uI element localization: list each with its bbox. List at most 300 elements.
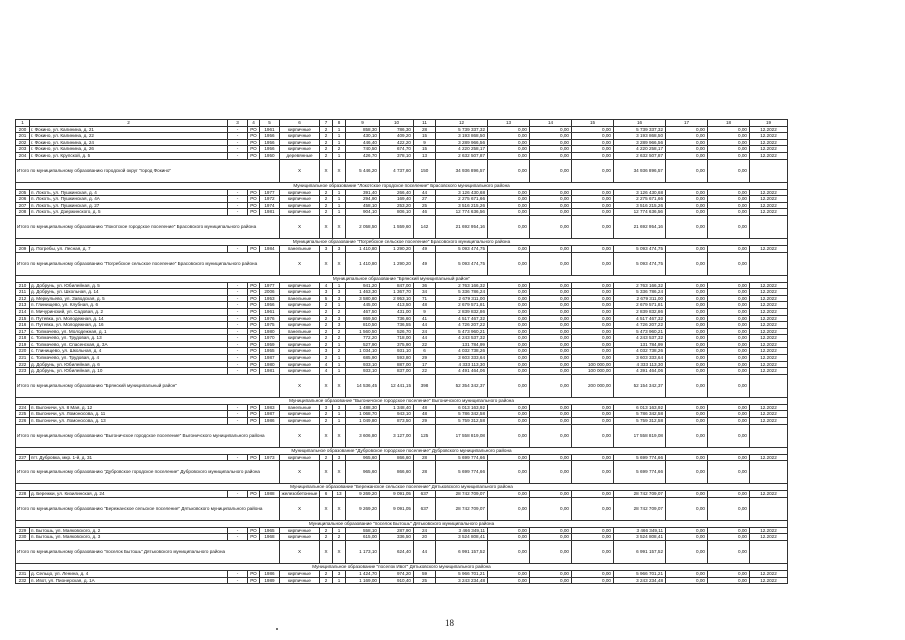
table-cell: - xyxy=(228,355,248,362)
table-row xyxy=(16,146,788,153)
table-cell: 0,00 xyxy=(572,146,614,153)
subtotal-cell: 0,00 xyxy=(708,252,750,275)
table-cell: 0,00 xyxy=(666,295,708,302)
table-cell: - xyxy=(228,282,248,289)
section-title: Муниципальное образование "поселок Бытошь" Дятьковского муниципального района xyxy=(16,520,788,527)
table-cell: 931,10 xyxy=(380,348,414,355)
table-cell: 0,00 xyxy=(708,571,750,578)
table-cell: 1956 xyxy=(260,146,280,153)
row-index-cell: 227 xyxy=(16,454,30,461)
table-cell: 0,00 xyxy=(572,322,614,329)
page-number: 18 xyxy=(445,618,454,628)
table-cell: 12.2022 xyxy=(750,196,788,203)
row-index-cell: 204 xyxy=(16,152,30,159)
table-cell: 0,00 xyxy=(488,404,530,411)
table-cell: РО xyxy=(248,361,260,368)
table-cell: 12.2022 xyxy=(750,348,788,355)
table-cell: РО xyxy=(248,534,260,541)
table-cell: 0,00 xyxy=(530,133,572,140)
table-cell: 5 473 960,21 xyxy=(436,328,488,335)
table-cell: 375,90 xyxy=(380,341,414,348)
subtotal-cell xyxy=(750,252,788,275)
table-cell: РО xyxy=(248,196,260,203)
table-cell: 0,00 xyxy=(572,308,614,315)
section-title: Муниципальное образование "Бережанское сельское поселение" Дятьковского муниципального района xyxy=(16,484,788,491)
table-cell: 1 xyxy=(333,418,346,425)
table-cell: 1961 xyxy=(260,126,280,133)
table-cell: 2 275 671,66 xyxy=(614,196,666,203)
subtotal-cell: 0,00 xyxy=(488,374,530,397)
table-cell: 12.2022 xyxy=(750,534,788,541)
table-cell: 0,00 xyxy=(530,355,572,362)
table-cell: 0,00 xyxy=(572,209,614,216)
subtotal-row xyxy=(16,159,788,182)
row-index-cell: 224 xyxy=(16,404,30,411)
table-cell: 25 xyxy=(414,577,436,584)
table-cell: кирпичные xyxy=(280,282,320,289)
table-cell: РО xyxy=(248,308,260,315)
table-cell: РО xyxy=(248,139,260,146)
table-cell: 786,30 xyxy=(380,126,414,133)
table-cell: 3 126 430,68 xyxy=(614,189,666,196)
table-cell: - xyxy=(228,491,248,498)
table-cell: 1973 xyxy=(260,454,280,461)
table-cell: 0,00 xyxy=(488,189,530,196)
table-cell: 941,20 xyxy=(346,282,380,289)
table-cell: 100 000,00 xyxy=(572,361,614,368)
table-cell: 0,00 xyxy=(572,418,614,425)
column-number-cell: 8 xyxy=(333,120,346,127)
register-sheet xyxy=(15,119,788,584)
section-header-row xyxy=(16,447,788,454)
table-cell: 0,00 xyxy=(666,282,708,289)
table-row xyxy=(16,302,788,309)
table-cell: РО xyxy=(248,368,260,375)
table-cell: 2 xyxy=(320,454,333,461)
address-cell: с. Толмачево, ул. Трудовая, д. 13 xyxy=(30,335,228,342)
row-index-cell: 223 xyxy=(16,368,30,375)
table-cell: 3 193 868,50 xyxy=(436,133,488,140)
subtotal-cell: 12 441,15 xyxy=(380,374,414,397)
address-cell: п. Путевка, ул. Молодежная, д. 16 xyxy=(30,322,228,329)
table-cell: 131 784,99 xyxy=(436,341,488,348)
table-cell: 736,55 xyxy=(380,322,414,329)
table-cell: 0,00 xyxy=(666,328,708,335)
table-cell: 0,00 xyxy=(708,152,750,159)
table-row xyxy=(16,209,788,216)
subtotal-cell: 0,00 xyxy=(666,374,708,397)
table-cell: 1972 xyxy=(260,196,280,203)
table-cell: - xyxy=(228,139,248,146)
table-cell: 0,00 xyxy=(572,315,614,322)
table-cell: 0,00 xyxy=(488,202,530,209)
table-cell: 0,00 xyxy=(708,308,750,315)
housing-register-table xyxy=(15,119,788,584)
subtotal-cell: 637 xyxy=(414,497,436,520)
table-cell: - xyxy=(228,289,248,296)
table-cell: - xyxy=(228,341,248,348)
row-index-cell: 205 xyxy=(16,189,30,196)
table-cell: 1968 xyxy=(260,534,280,541)
table-cell: 527,90 xyxy=(346,341,380,348)
table-cell: 0,00 xyxy=(572,355,614,362)
table-cell: 0,00 xyxy=(572,302,614,309)
subtotal-cell: 34 936 896,57 xyxy=(436,159,488,182)
table-cell: 5 336 786,24 xyxy=(614,289,666,296)
table-cell: 2 xyxy=(333,534,346,541)
table-cell: 1 034,10 xyxy=(346,348,380,355)
subtotal-cell: X xyxy=(320,497,333,520)
table-cell: 1983 xyxy=(260,404,280,411)
table-cell: 0,00 xyxy=(488,571,530,578)
subtotal-cell: X xyxy=(320,252,333,275)
table-cell: 0,00 xyxy=(708,202,750,209)
subtotal-cell: 0,00 xyxy=(530,541,572,564)
table-cell: 29 xyxy=(414,355,436,362)
table-cell: 1956 xyxy=(260,133,280,140)
table-row xyxy=(16,577,788,584)
table-cell: кирпичные xyxy=(280,341,320,348)
address-cell: д. Добрунь, ул. Юбилейная, д. 6 xyxy=(30,361,228,368)
section-header-row xyxy=(16,564,788,571)
subtotal-cell: X xyxy=(280,541,320,564)
table-cell: 0,00 xyxy=(708,196,750,203)
table-cell: панельные xyxy=(280,404,320,411)
table-cell: РО xyxy=(248,152,260,159)
table-cell: 0,00 xyxy=(488,418,530,425)
column-number-cell: 3 xyxy=(228,120,248,127)
table-cell: 0,00 xyxy=(666,527,708,534)
table-cell: 0,00 xyxy=(530,196,572,203)
table-cell: 131 784,99 xyxy=(614,341,666,348)
table-cell: - xyxy=(228,126,248,133)
table-cell: 6 013 163,92 xyxy=(614,404,666,411)
table-cell: 1 xyxy=(333,302,346,309)
address-cell: п. Бытошь, ул. Маяковского, д. 2 xyxy=(30,527,228,534)
table-cell: 0,00 xyxy=(666,404,708,411)
table-cell: 2 xyxy=(333,328,346,335)
subtotal-cell: 125 xyxy=(414,424,436,447)
table-row xyxy=(16,133,788,140)
table-cell: 2 xyxy=(320,571,333,578)
table-cell: кирпичные xyxy=(280,411,320,418)
table-cell: 0,00 xyxy=(488,308,530,315)
table-cell: 615,00 xyxy=(346,534,380,541)
table-cell: 2 xyxy=(320,126,333,133)
table-cell: панельные xyxy=(280,245,320,252)
table-cell: 3 289 966,56 xyxy=(436,139,488,146)
row-index-cell: 201 xyxy=(16,133,30,140)
table-cell: 0,00 xyxy=(488,454,530,461)
table-cell: 0,00 xyxy=(572,404,614,411)
subtotal-row xyxy=(16,541,788,564)
subtotal-cell: 0,00 xyxy=(708,461,750,484)
table-cell: 71 xyxy=(414,295,436,302)
table-cell: 1984 xyxy=(260,245,280,252)
table-cell: кирпичные xyxy=(280,418,320,425)
table-row xyxy=(16,411,788,418)
table-cell: 100 000,00 xyxy=(572,368,614,375)
table-cell: 1 xyxy=(333,139,346,146)
table-cell: 1 367,70 xyxy=(380,289,414,296)
table-cell: - xyxy=(228,146,248,153)
table-cell: 431,00 xyxy=(380,308,414,315)
table-cell: 0,00 xyxy=(666,322,708,329)
table-cell: 409,20 xyxy=(380,133,414,140)
table-cell: 4 333 113,30 xyxy=(436,361,488,368)
subtotal-label: Итого по муниципальному образованию "Погребское сельское поселение" Брасовского муниципального района xyxy=(16,252,280,275)
table-cell: 44 xyxy=(414,335,436,342)
subtotal-cell: 52 154 342,37 xyxy=(614,374,666,397)
table-cell: кирпичные xyxy=(280,189,320,196)
table-cell: 4 333 113,30 xyxy=(614,361,666,368)
row-index-cell: 206 xyxy=(16,196,30,203)
row-index-cell: 212 xyxy=(16,295,30,302)
table-cell: 1 xyxy=(333,126,346,133)
table-cell: 3 524 808,41 xyxy=(436,534,488,541)
table-cell: кирпичные xyxy=(280,315,320,322)
table-cell: 20 xyxy=(414,534,436,541)
table-cell: 0,00 xyxy=(666,335,708,342)
table-cell: 13 xyxy=(414,152,436,159)
table-cell: кирпичные xyxy=(280,209,320,216)
table-cell: 5 699 774,66 xyxy=(614,454,666,461)
table-cell: 1 xyxy=(333,196,346,203)
table-cell: 2 xyxy=(320,152,333,159)
table-cell: 1 xyxy=(333,577,346,584)
subtotal-row xyxy=(16,461,788,484)
table-cell: 772,20 xyxy=(346,335,380,342)
subtotal-cell: 0,00 xyxy=(488,159,530,182)
subtotal-cell: 0,00 xyxy=(530,424,572,447)
table-cell: 5 093 474,75 xyxy=(436,245,488,252)
table-cell: 12.2022 xyxy=(750,571,788,578)
table-cell: 0,00 xyxy=(488,577,530,584)
table-cell: 12.2022 xyxy=(750,577,788,584)
subtotal-cell: X xyxy=(333,424,346,447)
table-cell: 0,00 xyxy=(708,534,750,541)
table-cell: 17 xyxy=(414,361,436,368)
subtotal-cell: 6 991 157,52 xyxy=(614,541,666,564)
table-cell: 3 243 234,48 xyxy=(436,577,488,584)
table-cell: 0,00 xyxy=(708,335,750,342)
table-cell: 1 xyxy=(333,202,346,209)
address-cell: п. Локоть, ул. Пушкинская, д. 27 xyxy=(30,202,228,209)
column-number-cell: 12 xyxy=(436,120,488,127)
table-row xyxy=(16,308,788,315)
table-cell: 1987 xyxy=(260,355,280,362)
table-cell: 910,40 xyxy=(380,577,414,584)
table-cell: 4 726 207,22 xyxy=(614,322,666,329)
table-cell: 2 xyxy=(320,189,333,196)
table-cell: 837,00 xyxy=(380,368,414,375)
subtotal-cell: 0,00 xyxy=(572,497,614,520)
table-cell: 0,00 xyxy=(530,302,572,309)
table-cell: РО xyxy=(248,289,260,296)
table-row xyxy=(16,328,788,335)
table-cell: 0,00 xyxy=(708,289,750,296)
table-cell: 6 xyxy=(320,491,333,498)
table-cell: 858,30 xyxy=(346,126,380,133)
table-cell: 1 xyxy=(333,282,346,289)
table-cell: 0,00 xyxy=(708,368,750,375)
scan-speck xyxy=(276,628,278,630)
table-cell: 12.2022 xyxy=(750,361,788,368)
subtotal-cell: 0,00 xyxy=(488,215,530,238)
table-cell: 0,00 xyxy=(530,341,572,348)
table-cell: 0,00 xyxy=(708,361,750,368)
table-cell: - xyxy=(228,411,248,418)
table-row xyxy=(16,571,788,578)
section-header-row xyxy=(16,397,788,404)
subtotal-cell: 1 290,20 xyxy=(380,252,414,275)
subtotal-cell: X xyxy=(280,159,320,182)
table-cell: 49 xyxy=(414,245,436,252)
subtotal-cell: 0,00 xyxy=(708,374,750,397)
table-cell: 0,00 xyxy=(572,245,614,252)
table-cell: кирпичные xyxy=(280,289,320,296)
table-cell: 48 xyxy=(414,404,436,411)
subtotal-cell: 150 xyxy=(414,159,436,182)
table-cell: 0,00 xyxy=(708,454,750,461)
table-cell: 12.2022 xyxy=(750,295,788,302)
table-cell: панельные xyxy=(280,328,320,335)
table-cell: 59 xyxy=(414,571,436,578)
subtotal-cell: 34 936 896,57 xyxy=(614,159,666,182)
table-cell: - xyxy=(228,315,248,322)
table-cell: 0,00 xyxy=(666,196,708,203)
table-cell: 2 xyxy=(320,328,333,335)
table-cell: 0,00 xyxy=(530,152,572,159)
table-row xyxy=(16,315,788,322)
table-cell: - xyxy=(228,527,248,534)
table-cell: 0,00 xyxy=(488,368,530,375)
row-index-cell: 225 xyxy=(16,411,30,418)
address-cell: п. Выгоничи, ул. Ломоносова, д. 11 xyxy=(30,411,228,418)
subtotal-label: Итого по муниципальному образованию "поселок Бытошь" Дятьковского муниципального района xyxy=(16,541,280,564)
subtotal-cell: 0,00 xyxy=(572,215,614,238)
subtotal-row xyxy=(16,252,788,275)
subtotal-row xyxy=(16,215,788,238)
table-cell: 3 126 430,68 xyxy=(436,189,488,196)
subtotal-label: Итого по муниципальному образованию "Выгоничское городское поселение" Выгоничского муниципального района xyxy=(16,424,280,447)
table-cell: 12.2022 xyxy=(750,418,788,425)
address-cell: п. Глинищево, ул. Клубная, д. 6 xyxy=(30,302,228,309)
address-cell: г. Фокино, ул. Калинина, д. 21 xyxy=(30,126,228,133)
subtotal-cell: 142 xyxy=(414,215,436,238)
table-cell: 5 739 337,32 xyxy=(436,126,488,133)
table-cell: 5 759 312,58 xyxy=(614,418,666,425)
table-cell: 810,50 xyxy=(346,322,380,329)
table-cell: 0,00 xyxy=(572,152,614,159)
table-row xyxy=(16,404,788,411)
subtotal-cell: X xyxy=(333,497,346,520)
table-cell: РО xyxy=(248,411,260,418)
table-cell: 0,00 xyxy=(572,139,614,146)
table-cell: 3 xyxy=(320,348,333,355)
table-cell: 0,00 xyxy=(666,571,708,578)
table-cell: 0,00 xyxy=(666,341,708,348)
subtotal-cell: 6 991 157,52 xyxy=(436,541,488,564)
table-cell: 0,00 xyxy=(572,202,614,209)
table-cell: РО xyxy=(248,571,260,578)
table-cell: кирпичные xyxy=(280,355,320,362)
table-cell: 0,00 xyxy=(488,146,530,153)
table-cell: 12.2022 xyxy=(750,133,788,140)
table-cell: 0,00 xyxy=(530,454,572,461)
table-cell: 2 xyxy=(320,315,333,322)
table-row xyxy=(16,295,788,302)
table-cell: 0,00 xyxy=(708,322,750,329)
section-header-row xyxy=(16,484,788,491)
address-cell: г. Фокино, ул. Калинина, д. 22 xyxy=(30,133,228,140)
subtotal-cell: 21 692 954,16 xyxy=(436,215,488,238)
table-cell: 12.2022 xyxy=(750,189,788,196)
table-cell: 0,00 xyxy=(708,126,750,133)
subtotal-cell xyxy=(750,461,788,484)
address-cell: д. Сельцо, ул. Ленина, д. 4 xyxy=(30,571,228,578)
table-cell: 0,00 xyxy=(572,133,614,140)
table-cell: 0,00 xyxy=(530,189,572,196)
subtotal-cell: 0,00 xyxy=(572,159,614,182)
table-cell: 15 xyxy=(414,133,436,140)
table-cell: 1961 xyxy=(260,308,280,315)
subtotal-cell: X xyxy=(320,461,333,484)
subtotal-cell: 0,00 xyxy=(666,461,708,484)
column-number-cell: 7 xyxy=(320,120,333,127)
table-cell: 12.2022 xyxy=(750,404,788,411)
table-cell: 4 220 258,17 xyxy=(436,146,488,153)
table-cell: 0,00 xyxy=(708,209,750,216)
address-cell: г. Фокино, ул. Калинина, д. 26 xyxy=(30,146,228,153)
table-cell: 847,00 xyxy=(380,282,414,289)
table-cell: 3 xyxy=(333,295,346,302)
table-cell: 0,00 xyxy=(488,139,530,146)
table-cell: 526,70 xyxy=(380,328,414,335)
table-cell: - xyxy=(228,152,248,159)
table-cell: 5 336 786,24 xyxy=(436,289,488,296)
table-cell: РО xyxy=(248,209,260,216)
table-cell: 1974 xyxy=(260,202,280,209)
table-cell: 2 953,10 xyxy=(380,295,414,302)
table-cell: 12.2022 xyxy=(750,322,788,329)
table-cell: 933,10 xyxy=(346,361,380,368)
table-cell: - xyxy=(228,368,248,375)
table-cell: 5 739 337,32 xyxy=(614,126,666,133)
subtotal-cell: 17 558 819,08 xyxy=(436,424,488,447)
table-cell: 3 xyxy=(333,571,346,578)
table-cell: кирпичные xyxy=(280,322,320,329)
table-cell: 0,00 xyxy=(708,295,750,302)
table-cell: 1 488,30 xyxy=(346,404,380,411)
table-cell: 1986 xyxy=(260,571,280,578)
table-cell: 287,90 xyxy=(380,527,414,534)
table-cell: 3 516 215,26 xyxy=(614,202,666,209)
address-cell: с. Толмачево, ул. Трудовая, д. 4 xyxy=(30,355,228,362)
table-cell: 0,00 xyxy=(666,202,708,209)
subtotal-cell: 0,00 xyxy=(572,252,614,275)
subtotal-cell: 1 410,80 xyxy=(346,252,380,275)
subtotal-cell: X xyxy=(320,541,333,564)
table-cell: 12.2022 xyxy=(750,341,788,348)
table-cell: 1988 xyxy=(260,491,280,498)
table-cell: - xyxy=(228,404,248,411)
subtotal-cell: X xyxy=(280,215,320,238)
subtotal-cell: 0,00 xyxy=(572,424,614,447)
table-cell: 48 xyxy=(414,411,436,418)
table-cell: РО xyxy=(248,527,260,534)
row-index-cell: 216 xyxy=(16,322,30,329)
